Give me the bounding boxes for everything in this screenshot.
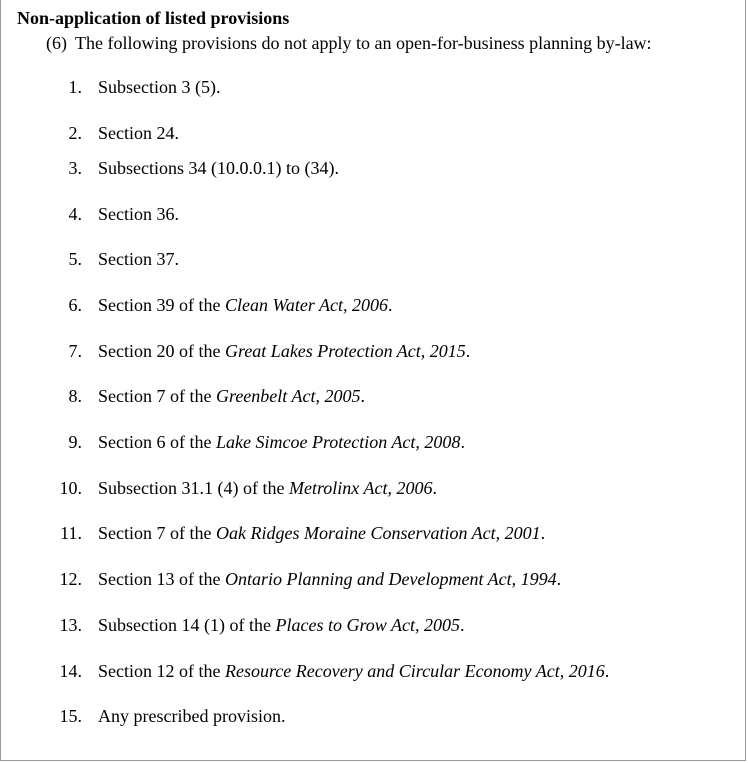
item-number: 13. (59, 615, 82, 635)
item-number: 4. (68, 204, 82, 224)
list-item (40, 567, 561, 591)
item-text: Subsection 31.1 (4) of the Metrolinx Act, 2006. (98, 478, 437, 498)
item-text: Any prescribed provision. (98, 706, 286, 726)
subsection-text: The following provisions do not apply to an open-for-business planning by-law: (75, 33, 652, 53)
item-text: Section 6 of the Lake Simcoe Protection Act, 2008. (98, 432, 465, 452)
act-title: Great Lakes Protection Act, 2015 (224, 341, 466, 361)
item-number: 3. (68, 158, 82, 178)
item-text: Subsection 3 (5). (98, 77, 221, 97)
act-title: Lake Simcoe Protection Act, 2008 (215, 432, 461, 452)
list-item (40, 121, 179, 145)
item-number: 5. (68, 249, 82, 269)
list-item (40, 247, 179, 271)
section-heading: Non-application of listed provisions (17, 8, 290, 28)
list-item (40, 202, 179, 226)
list-item (40, 384, 365, 408)
act-title: Oak Ridges Moraine Conservation Act, 2001 (215, 523, 541, 543)
item-number: 7. (68, 341, 82, 361)
act-title: Places to Grow Act, 2005 (275, 615, 460, 635)
subsection-intro (46, 31, 652, 55)
list-item (40, 613, 464, 637)
list-item (40, 704, 285, 728)
item-text: Section 13 of the Ontario Planning and Development Act, 1994. (98, 569, 562, 589)
item-text: Section 39 of the Clean Water Act, 2006. (98, 295, 393, 315)
item-text: Section 36. (98, 204, 179, 224)
item-number: 8. (68, 386, 82, 406)
item-number: 1. (68, 77, 82, 97)
list-item (40, 476, 437, 500)
item-number: 10. (59, 478, 82, 498)
list-item (40, 521, 545, 545)
act-title: Resource Recovery and Circular Economy Act, 2016 (224, 661, 605, 681)
list-item (40, 156, 339, 180)
item-number: 2. (68, 123, 82, 143)
item-text: Section 7 of the Oak Ridges Moraine Conservation Act, 2001. (98, 523, 546, 543)
act-title: Greenbelt Act, 2005 (215, 386, 361, 406)
list-item (40, 659, 609, 683)
item-text: Section 12 of the Resource Recovery and Circular Economy Act, 2016. (98, 661, 610, 681)
act-title: Ontario Planning and Development Act, 1994 (224, 569, 557, 589)
list-item (40, 339, 470, 363)
list-item (40, 293, 392, 317)
item-number: 15. (59, 706, 82, 726)
item-number: 14. (59, 661, 82, 681)
item-text: Section 37. (98, 249, 179, 269)
list-item (40, 430, 465, 454)
item-text: Subsections 34 (10.0.0.1) to (34). (98, 158, 339, 178)
item-number: 6. (68, 295, 82, 315)
subsection-number: (6) (46, 33, 67, 53)
item-text: Subsection 14 (1) of the Places to Grow Act, 2005. (98, 615, 465, 635)
item-number: 11. (60, 523, 82, 543)
item-text: Section 20 of the Great Lakes Protection Act, 2015. (98, 341, 471, 361)
item-number: 9. (68, 432, 82, 452)
act-title: Clean Water Act, 2006 (224, 295, 388, 315)
list-item (40, 75, 220, 99)
item-text: Section 7 of the Greenbelt Act, 2005. (98, 386, 365, 406)
item-text: Section 24. (98, 123, 179, 143)
act-title: Metrolinx Act, 2006 (288, 478, 433, 498)
item-number: 12. (59, 569, 82, 589)
